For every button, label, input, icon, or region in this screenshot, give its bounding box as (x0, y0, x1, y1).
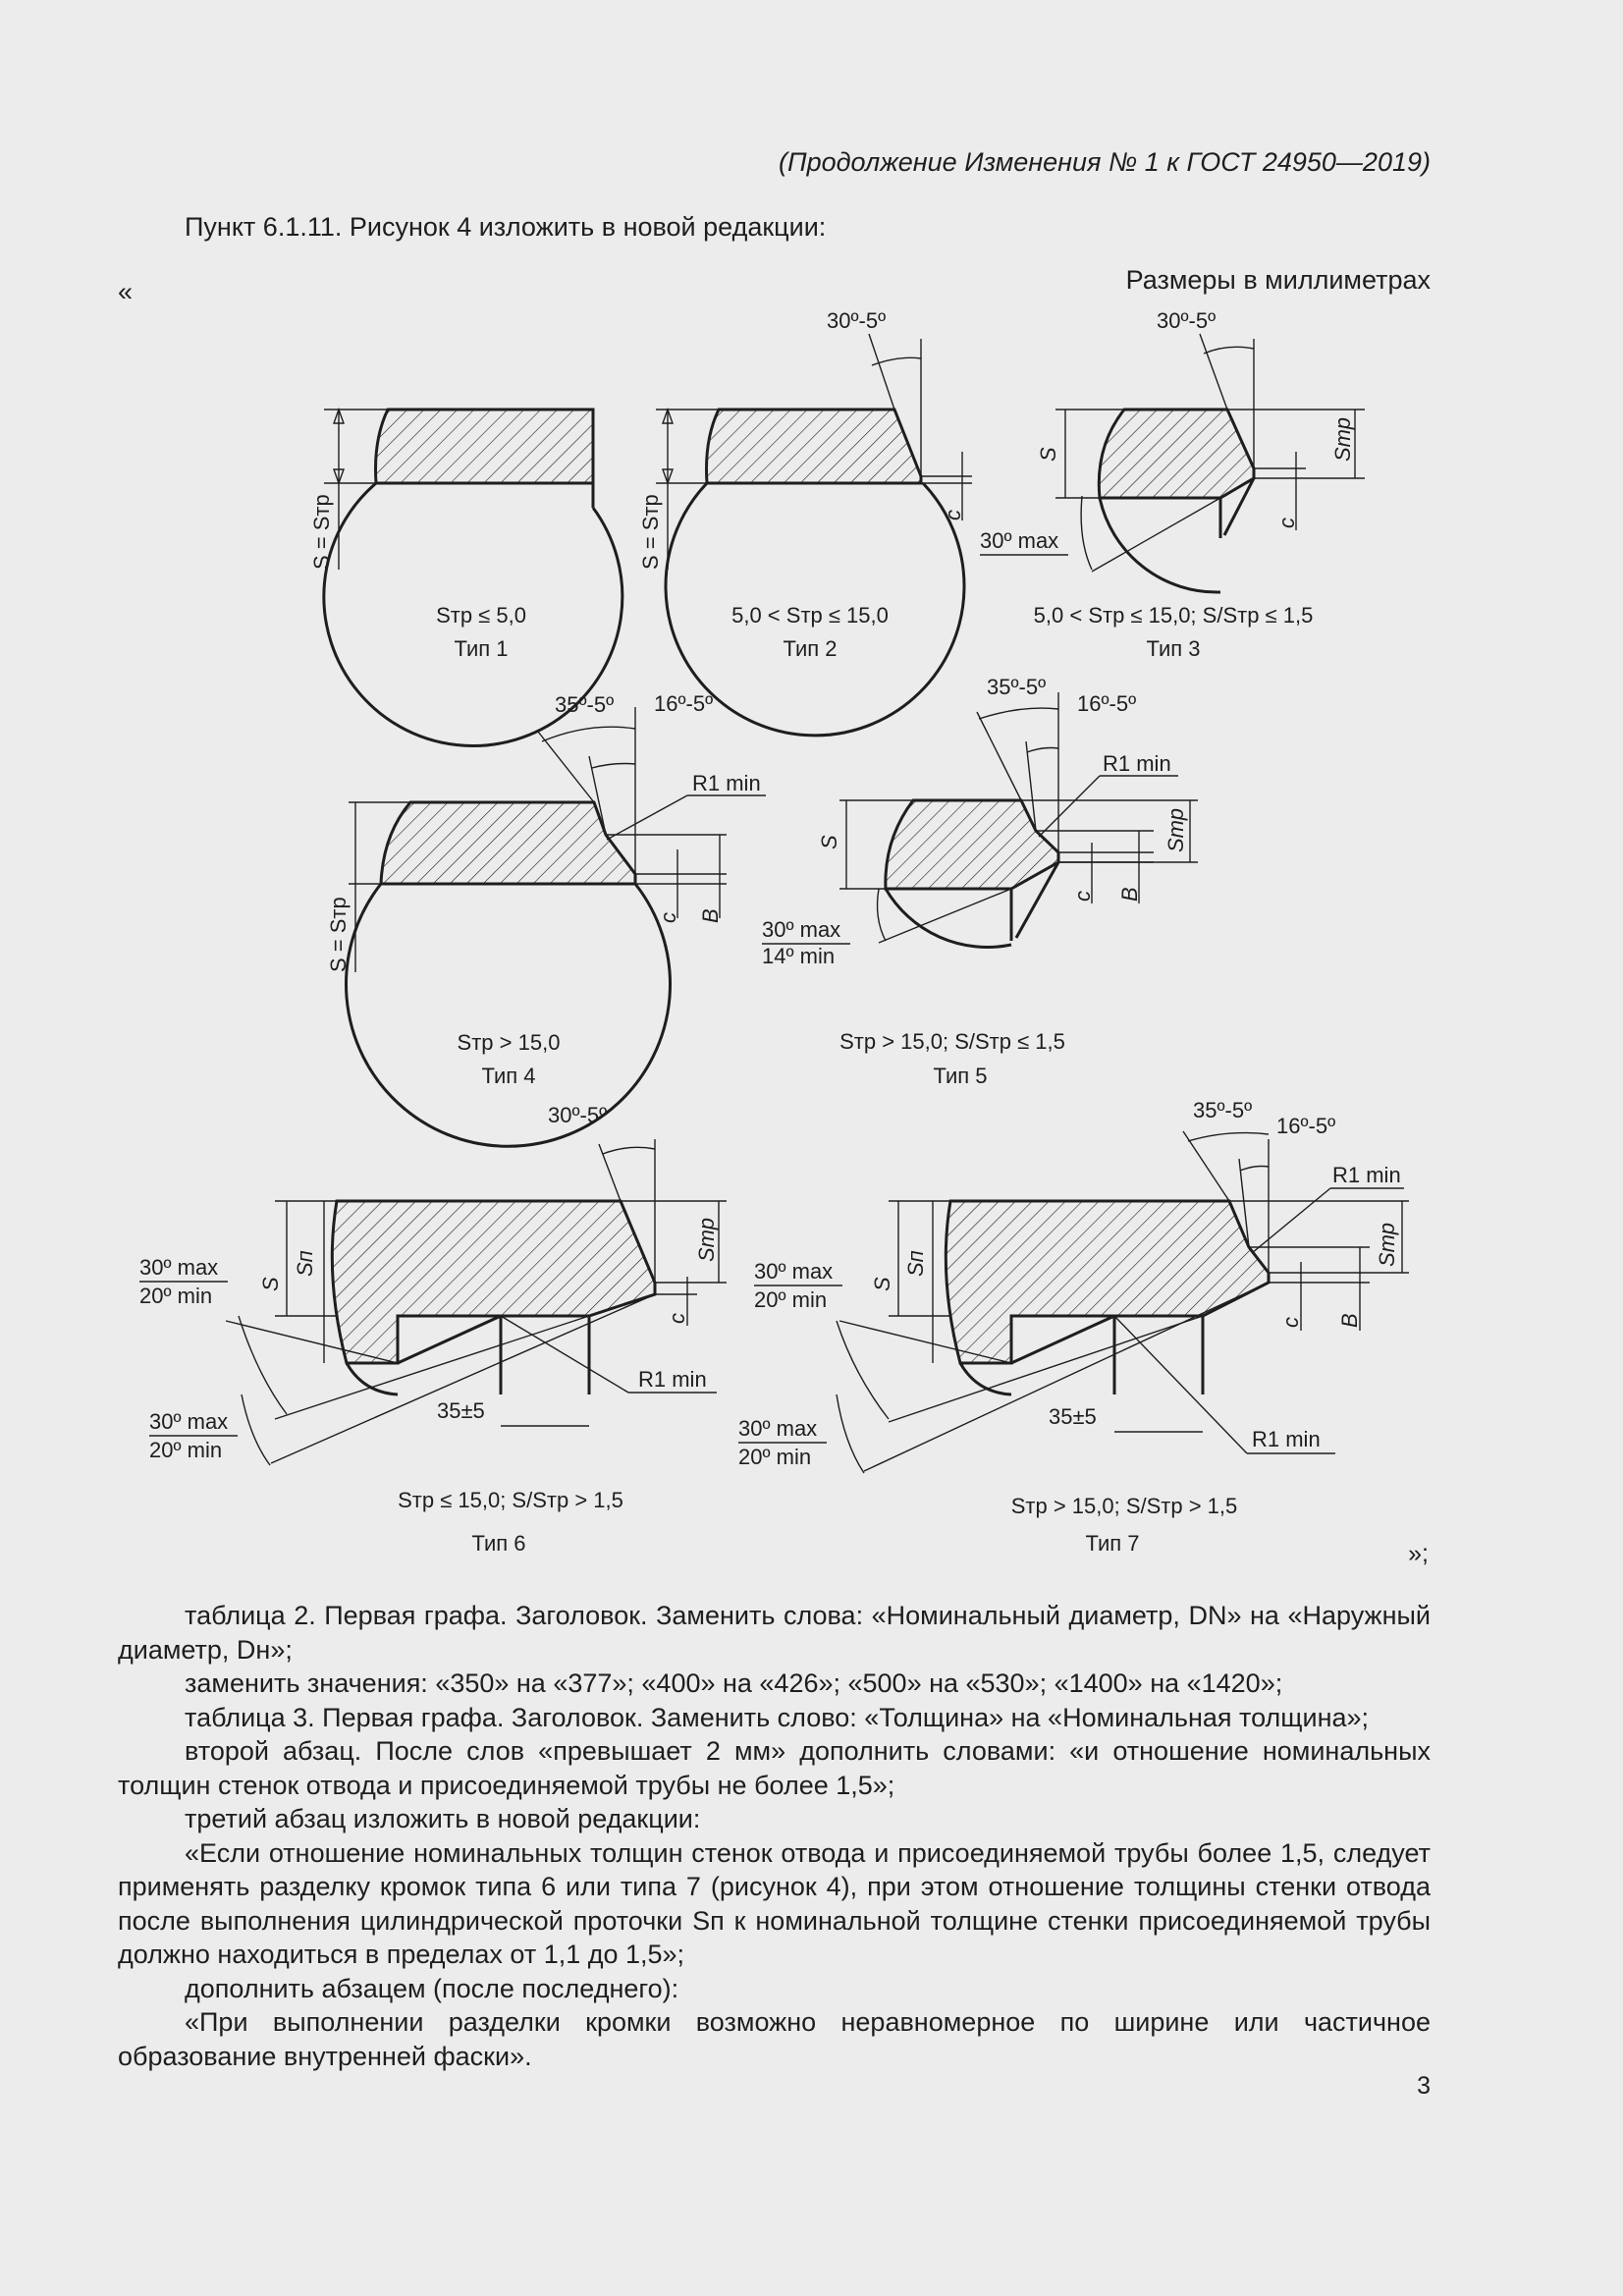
s-tr-label: Sтр (1375, 1223, 1399, 1267)
c-label: c (656, 912, 680, 923)
close-quote: »; (1408, 1540, 1429, 1567)
s-tr-label: Sтр (1163, 808, 1188, 852)
angle1-label: 35º-5º (555, 692, 615, 717)
s-tr-label: Sтр (694, 1218, 719, 1262)
b-label: B (698, 908, 723, 923)
bevel-label: 30º max (980, 528, 1059, 553)
radius-top-label: R1 min (1332, 1163, 1401, 1187)
type-3-condition: 5,0 < Sтр ≤ 15,0; S/Sтр ≤ 1,5 (1033, 603, 1314, 628)
c-label: c (941, 510, 965, 520)
angle2-label: 16º-5º (1077, 691, 1137, 716)
angle1-label: 35º-5º (1193, 1098, 1253, 1122)
angle2-label: 16º-5º (654, 691, 714, 716)
b-label: B (1117, 887, 1142, 902)
s-label: S (870, 1277, 894, 1291)
bevel-type-3 (980, 308, 1365, 661)
c-label: c (665, 1313, 689, 1324)
type-7-caption: Тип 7 (1085, 1531, 1140, 1556)
type-2-caption: Тип 2 (783, 636, 838, 661)
c-label: c (1274, 518, 1299, 528)
type-2-condition: 5,0 < Sтр ≤ 15,0 (731, 603, 889, 628)
dimensions-note: Размеры в миллиметрах (1125, 265, 1431, 295)
type-5-condition: Sтр > 15,0; S/Sтр ≤ 1,5 (839, 1029, 1065, 1054)
paragraph: таблица 3. Первая графа. Заголовок. Заменить слово: «Толщина» на «Номинальная толщина»; (185, 1702, 1370, 1732)
s-tr-label: Sтр (1330, 417, 1355, 462)
bevel-b2-label: 20º min (738, 1445, 812, 1469)
s-equals-label: S = Sтр (309, 494, 334, 570)
paragraph: «При выполнении разделки кромки возможно неравномерное по ширине или частичное образование внутренней фаски». (118, 2007, 1431, 2071)
type-3-caption: Тип 3 (1146, 636, 1201, 661)
angle-label: 30º-5º (548, 1103, 608, 1127)
bevel-a2-label: 20º min (754, 1287, 828, 1312)
bevel-type-4 (326, 691, 766, 1146)
paragraph: таблица 2. Первая графа. Заголовок. Заменить слова: «Номинальный диаметр, DN» на «Наружный диаметр, Dн»; (118, 1601, 1431, 1665)
bevel-b1-label: 30º max (738, 1416, 818, 1441)
paragraph: второй абзац. После слов «превышает 2 мм» дополнить словами: «и отношение номинальных толщин стенок отвода и присоединяемой трубы не более 1,5»; (118, 1736, 1431, 1800)
angle-label: 30º-5º (827, 308, 887, 333)
type-6-caption: Тип 6 (471, 1531, 526, 1556)
type-4-caption: Тип 4 (481, 1064, 536, 1088)
b-label: B (1337, 1313, 1362, 1328)
angle-label: 30º-5º (1157, 308, 1217, 333)
bevel-type-7 (738, 1098, 1409, 1556)
bevel-type-5 (762, 675, 1198, 1088)
bevel1-label: 30º max (762, 917, 841, 942)
c-label: c (1070, 891, 1095, 902)
angle2-label: 16º-5º (1276, 1114, 1336, 1138)
c-label: c (1278, 1317, 1303, 1328)
s-label: S (817, 835, 841, 849)
item-intro: Пункт 6.1.11. Рисунок 4 изложить в новой редакции: (185, 212, 827, 242)
radius-label: R1 min (638, 1367, 707, 1392)
bevel-type-2 (638, 308, 972, 736)
length-label: 35±5 (437, 1398, 485, 1423)
type-1-condition: Sтр ≤ 5,0 (436, 603, 526, 628)
paragraph: дополнить абзацем (после последнего): (185, 1973, 679, 2003)
type-6-condition: Sтр ≤ 15,0; S/Sтр > 1,5 (398, 1488, 623, 1512)
running-header: (Продолжение Изменения № 1 к ГОСТ 24950—2019) (779, 147, 1431, 177)
page-number: 3 (1417, 2072, 1431, 2100)
open-quote: « (118, 277, 134, 306)
bevel-b2-label: 20º min (149, 1438, 223, 1462)
paragraph: «Если отношение номинальных толщин стенок отвода и присоединяемой трубы более 1,5, следует применять разделку кромок типа 6 или типа 7 (рисунок 4), при этом отношение толщины стенки отвода после выполнения цилиндрической проточки Sп к номинальной толщине стенки присоединяемой трубы должно находиться в пределах от 1,1 до 1,5»; (118, 1837, 1431, 1969)
type-4-condition: Sтр > 15,0 (457, 1030, 561, 1055)
s-n-label: Sп (903, 1250, 928, 1277)
paragraph: заменить значения: «350» на «377»; «400» на «426»; «500» на «530»; «1400» на «1420»; (185, 1668, 1283, 1698)
bevel-a1-label: 30º max (754, 1259, 834, 1284)
type-5-caption: Тип 5 (933, 1064, 988, 1088)
type-1-caption: Тип 1 (454, 636, 509, 661)
type-7-condition: Sтр > 15,0; S/Sтр > 1,5 (1010, 1494, 1238, 1518)
bevel2-label: 14º min (762, 944, 836, 968)
radius-label: R1 min (692, 771, 761, 795)
body-text (118, 1599, 1431, 2073)
length-label: 35±5 (1049, 1404, 1097, 1429)
s-label: S (258, 1277, 283, 1291)
s-label: S (1036, 447, 1060, 462)
angle1-label: 35º-5º (987, 675, 1047, 699)
paragraph: третий абзац изложить в новой редакции: (185, 1804, 701, 1833)
s-equals-label: S = Sтр (638, 494, 663, 570)
bevel-b1-label: 30º max (149, 1409, 229, 1434)
s-equals-label: S = Sтр (326, 897, 351, 972)
s-n-label: Sп (293, 1250, 317, 1277)
radius-bottom-label: R1 min (1252, 1427, 1321, 1451)
bevel-a1-label: 30º max (139, 1255, 219, 1280)
radius-label: R1 min (1103, 751, 1171, 776)
bevel-a2-label: 20º min (139, 1284, 213, 1308)
bevel-type-6 (139, 1103, 727, 1556)
